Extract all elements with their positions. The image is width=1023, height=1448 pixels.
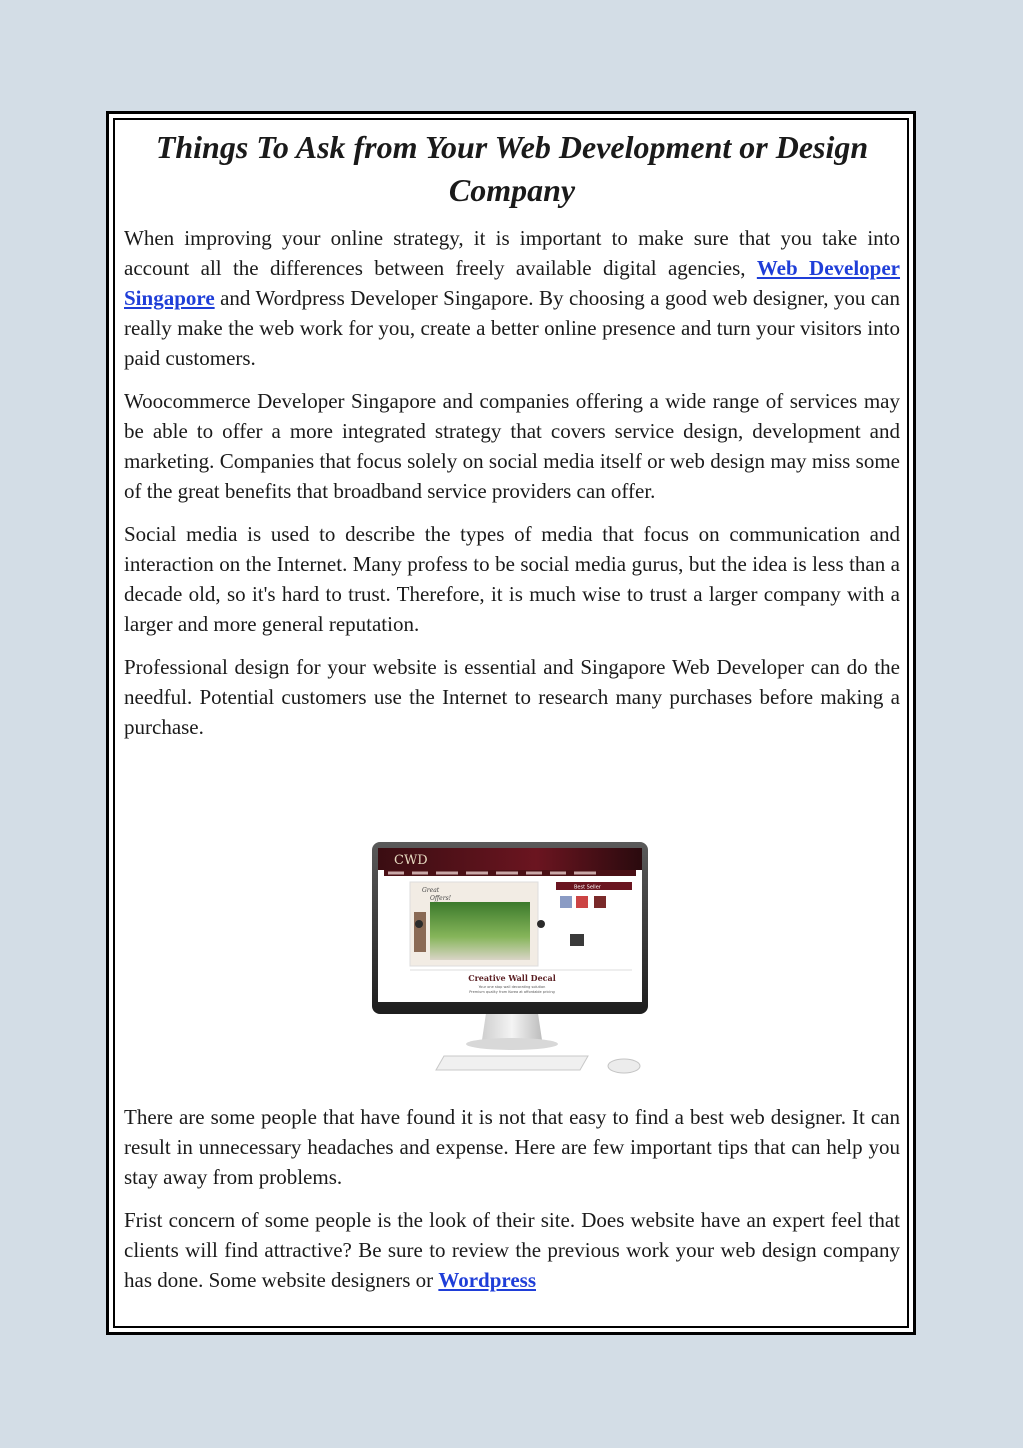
paragraph-look-of-site xyxy=(124,1205,900,1295)
slider-prev-arrow xyxy=(415,920,423,928)
sidebar-heading: Best Seller xyxy=(574,884,601,891)
monitor-illustration xyxy=(348,830,676,1086)
hero-wall-side xyxy=(414,912,426,952)
product-thumb-4 xyxy=(570,934,584,946)
hero-caption-line2: Offers! xyxy=(430,895,452,902)
monitor-stand-base xyxy=(466,1038,558,1050)
document-body-continued xyxy=(124,1102,900,1308)
paragraph-look-of-site-text: Frist concern of some people is the look of their site. Does website have an expert feel that clients will find attractive? Be sure to review the previous work your web design company has done. Some website designers or xyxy=(124,1208,900,1292)
paragraph-intro-text-start: When improving your online strategy, it is important to make sure that you take into account all the differences between freely available digital agencies, xyxy=(124,226,900,280)
product-thumb-2 xyxy=(576,896,588,908)
product-thumb-3 xyxy=(594,896,606,908)
page-title: Things To Ask from Your Web Development or Design Company xyxy=(155,129,869,208)
monitor-illustration-svg xyxy=(348,830,676,1086)
slider-next-arrow xyxy=(537,920,545,928)
mouse-shape xyxy=(608,1059,640,1073)
hero-caption-line1: Great xyxy=(422,887,440,894)
banner-tagline-2: Premium quality from Korea at affordable pricing xyxy=(469,990,555,994)
paragraph-intro xyxy=(124,223,900,373)
paragraph-woocommerce: Woocommerce Developer Singapore and companies offering a wide range of services may be able to offer a more integrated strategy that covers service design, development and marketing. Companies that focus solely on social media itself or web design may miss some of the great benefits that broadband service providers can offer. xyxy=(124,389,900,503)
site-logo: CWD xyxy=(394,853,428,868)
wordpress-link[interactable]: Wordpress xyxy=(438,1268,536,1292)
paragraph-intro-text-end: and Wordpress Developer Singapore. By choosing a good web designer, you can really make the web work for you, create a better online presence and turn your visitors into paid customers. xyxy=(124,286,900,370)
paragraph-professional-design: Professional design for your website is essential and Singapore Web Developer can do the needful. Potential customers use the Internet to research many purchases before making a purchase. xyxy=(124,655,900,739)
document-body xyxy=(124,126,900,755)
paragraph-social-media: Social media is used to describe the types of media that focus on communication and interaction on the Internet. Many profess to be social media gurus, but the idea is less than a decade old, so it's hard to trust. Therefore, it is much wise to trust a larger company with a larger and more general reputation. xyxy=(124,522,900,636)
paragraph-finding-designer: There are some people that have found it is not that easy to find a best web designer. It can result in unnecessary headaches and expense. Here are few important tips that can help you stay away from problems. xyxy=(124,1105,900,1189)
web-developer-singapore-link[interactable]: Web Developer Singapore xyxy=(124,256,900,310)
keyboard-shape xyxy=(436,1056,588,1070)
banner-title: Creative Wall Decal xyxy=(468,973,556,983)
banner-tagline-1: Your one stop wall decorating solution xyxy=(478,985,546,989)
hero-forest-image xyxy=(430,902,530,960)
product-thumb-1 xyxy=(560,896,572,908)
